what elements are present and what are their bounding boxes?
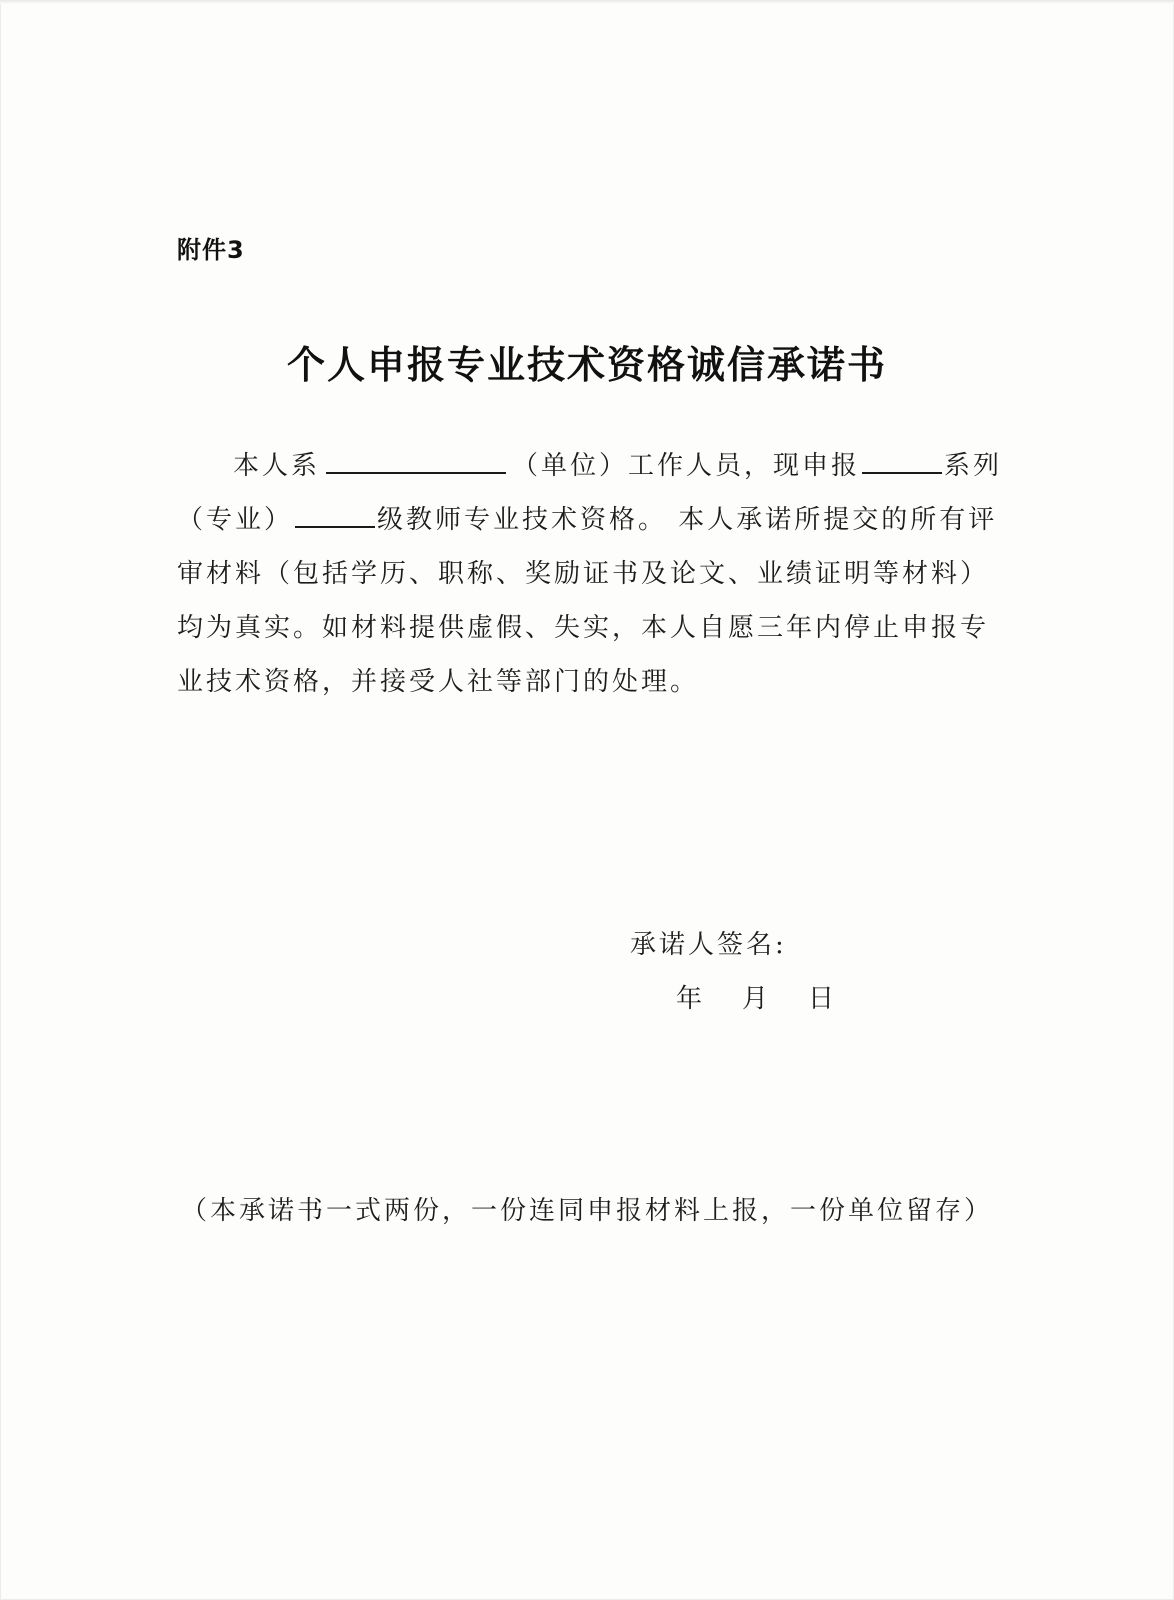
body-line-5: 业技术资格，并接受人社等部门的处理。 xyxy=(177,667,700,697)
date-year-label: 年 xyxy=(676,984,703,1014)
attachment-label: 附件3 xyxy=(177,236,245,264)
level-blank-field[interactable] xyxy=(295,502,375,528)
series-blank-field[interactable] xyxy=(862,448,942,474)
body-text: 系列 xyxy=(944,451,1003,481)
document-title: 个人申报专业技术资格诚信承诺书 xyxy=(286,342,887,387)
signature-label: 承诺人签名: xyxy=(630,930,787,960)
body-line-2 xyxy=(177,502,1017,538)
unit-blank-field[interactable] xyxy=(326,448,506,474)
body-text: （专业） xyxy=(177,505,294,535)
date-month-label: 月 xyxy=(742,984,769,1014)
body-line-4: 均为真实。如材料提供虚假、失实，本人自愿三年内停止申报专 xyxy=(177,613,990,643)
scan-edge-shadow xyxy=(0,0,1174,4)
footer-note: （本承诺书一式两份，一份连同申报材料上报，一份单位留存） xyxy=(180,1196,993,1226)
body-text: 级教师专业技术资格。 本人承诺所提交的所有评 xyxy=(377,505,998,535)
body-text: 本人系 xyxy=(233,451,321,481)
date-day-label: 日 xyxy=(808,984,835,1014)
body-line-3: 审材料（包括学历、职称、奖励证书及论文、业绩证明等材料） xyxy=(177,559,990,589)
body-text: （单位）工作人员，现申报 xyxy=(512,451,861,481)
body-line-1 xyxy=(177,448,1017,484)
